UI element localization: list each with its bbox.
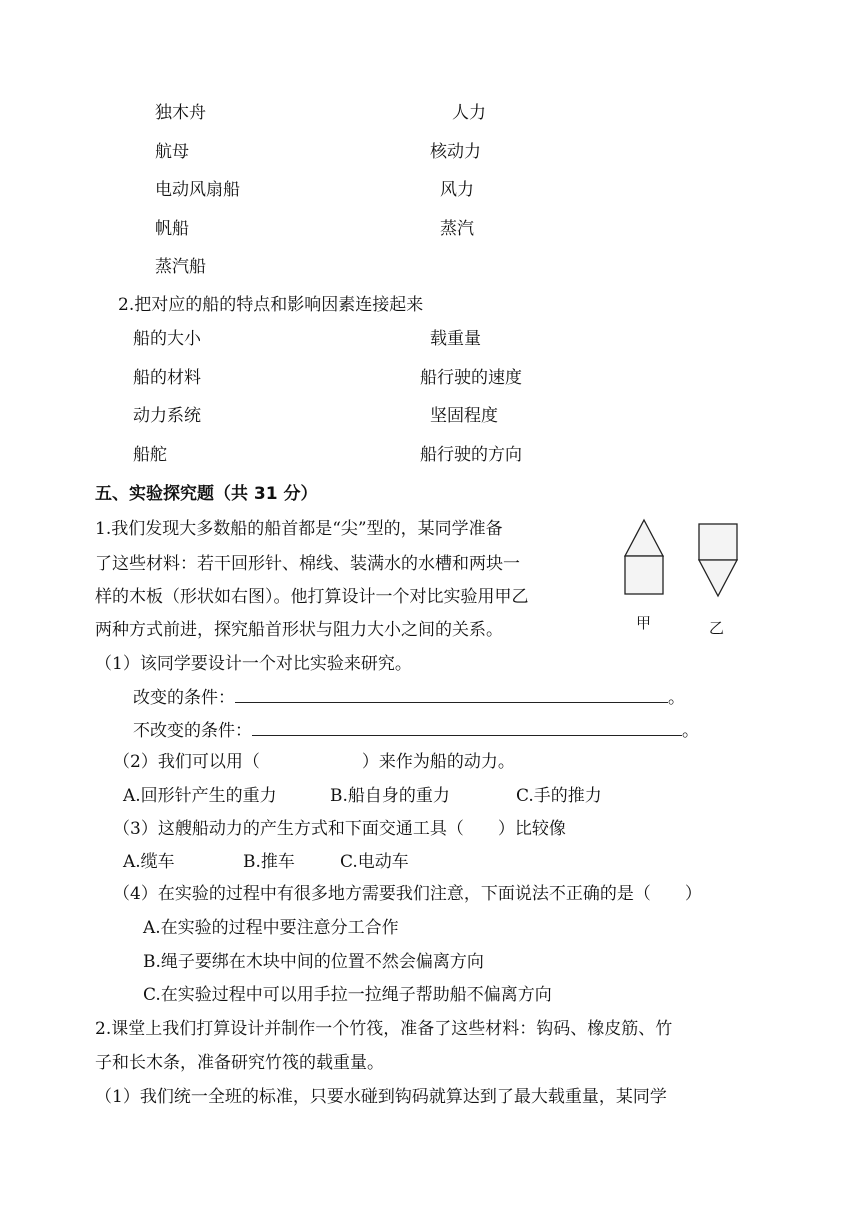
sub-question-4: （4）在实验的过程中有很多地方需要我们注意，下面说法不正确的是（ ）	[113, 884, 702, 904]
option: C.手的推力	[516, 786, 602, 806]
exp1-line: 1.我们发现大多数船的船首都是“尖”型的，某同学准备	[95, 519, 503, 539]
label-jia: 甲	[636, 614, 652, 632]
match2-left-item: 动力系统	[133, 406, 201, 426]
option: C.电动车	[340, 852, 409, 872]
label-yi: 乙	[709, 619, 725, 637]
match1-right-item: 核动力	[430, 142, 481, 162]
match2-left-item: 船的大小	[133, 329, 201, 349]
option: A.缆车	[123, 852, 175, 872]
match1-left-item: 蒸汽船	[155, 257, 206, 277]
option: A.在实验的过程中要注意分工合作	[143, 918, 399, 938]
period: 。	[682, 721, 699, 741]
match2-right-item: 船行驶的方向	[420, 445, 522, 465]
match2-right-item: 坚固程度	[430, 406, 498, 426]
match1-right-item: 风力	[440, 180, 474, 200]
question-2-title: 2.把对应的船的特点和影响因素连接起来	[118, 295, 424, 315]
option: C.在实验过程中可以用手拉一拉绳子帮助船不偏离方向	[143, 985, 552, 1005]
option: B.船自身的重力	[330, 786, 450, 806]
match1-left-item: 航母	[155, 142, 189, 162]
exp1-line: 两种方式前进，探究船首形状与阻力大小之间的关系。	[95, 620, 503, 640]
boat-shape-jia-figure	[619, 518, 669, 598]
sub-question-3: （3）这艘船动力的产生方式和下面交通工具（ ）比较像	[113, 819, 566, 839]
option: B.推车	[243, 852, 295, 872]
option: A.回形针产生的重力	[123, 786, 277, 806]
match1-right-item: 人力	[452, 103, 486, 123]
period: 。	[668, 688, 685, 708]
change-condition-row	[133, 686, 685, 709]
exp1-line: 了这些材料：若干回形针、棉线、装满水的水槽和两块一	[95, 554, 520, 574]
exp2-line: 2.课堂上我们打算设计并制作一个竹筏，准备了这些材料：钩码、橡皮筋、竹	[95, 1019, 673, 1039]
option: B.绳子要绑在木块中间的位置不然会偏离方向	[143, 952, 484, 972]
match1-left-item: 独木舟	[155, 103, 206, 123]
match2-left-item: 船舵	[133, 445, 167, 465]
nochange-condition-blank[interactable]	[252, 719, 682, 736]
nochange-condition-row	[133, 719, 699, 742]
match2-right-item: 船行驶的速度	[420, 368, 522, 388]
match1-right-item: 蒸汽	[440, 219, 474, 239]
section-5-title: 五、实验探究题（共 31 分）	[95, 484, 318, 504]
match1-left-item: 帆船	[155, 219, 189, 239]
sub-question-1: （1）该同学要设计一个对比实验来研究。	[95, 654, 412, 674]
exp2-line: 子和长木条，准备研究竹筏的载重量。	[95, 1053, 384, 1073]
exp2-line: （1）我们统一全班的标准，只要水碰到钩码就算达到了最大载重量，某同学	[95, 1087, 667, 1107]
change-condition-label: 改变的条件：	[133, 688, 235, 708]
match2-right-item: 载重量	[430, 329, 481, 349]
nochange-condition-label: 不改变的条件：	[133, 721, 252, 741]
change-condition-blank[interactable]	[235, 686, 668, 703]
sub-question-2: （2）我们可以用（ ）来作为船的动力。	[113, 752, 515, 772]
boat-shape-yi-figure	[695, 522, 745, 602]
exp1-line: 样的木板（形状如右图）。他打算设计一个对比实验用甲乙	[95, 587, 529, 607]
match1-left-item: 电动风扇船	[155, 180, 240, 200]
match2-left-item: 船的材料	[133, 368, 201, 388]
